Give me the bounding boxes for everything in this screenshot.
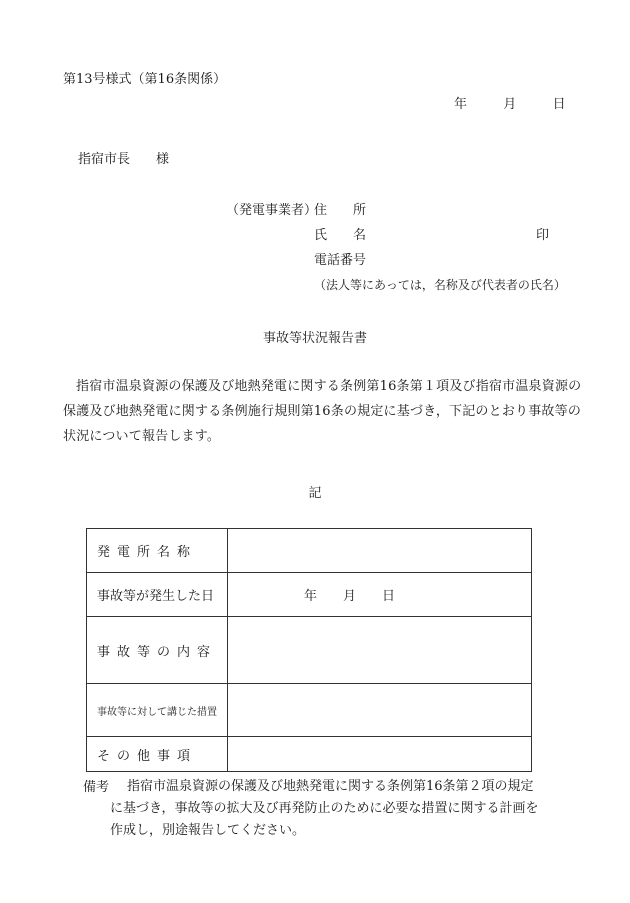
row-label-incident-content: 事故等の内容 <box>87 617 228 684</box>
row-label-other: その他事項 <box>87 737 228 772</box>
row-label-plant-name: 発電所名称 <box>87 529 228 573</box>
date-month: 月 <box>503 97 517 112</box>
address-label: 住 所 <box>314 203 367 218</box>
remarks-heading: 備考 <box>83 780 110 795</box>
row-value-measures <box>228 684 532 737</box>
row-value-incident-content <box>228 617 532 684</box>
date-line <box>454 93 566 112</box>
table-row <box>87 617 532 684</box>
body-paragraph: 指宿市温泉資源の保護及び地熱発電に関する条例第16条第１項及び指宿市温泉資源の保護及び地熱発電に関する条例施行規則第16条の規定に基づき，下記のとおり事故等の状況について報告します。 <box>63 379 582 444</box>
name-label: 氏 名 <box>314 228 367 243</box>
seal-mark: 印 <box>536 228 550 243</box>
form-number: 第13号様式（第16条関係） <box>63 72 227 87</box>
row-label-occurrence-date: 事故等が発生した日 <box>87 573 228 617</box>
table-row <box>87 737 532 772</box>
phone-label: 電話番号 <box>314 253 367 268</box>
row-value-occurrence-date: 年 月 日 <box>228 573 532 617</box>
addressee: 指宿市長 様 <box>78 152 170 167</box>
applicant-role: （発電事業者） <box>226 203 318 218</box>
row-value-other <box>228 737 532 772</box>
remarks-text: 指宿市温泉資源の保護及び地熱発電に関する条例第16条第２項の規定に基づき，事故等の拡大及び再発防止のために必要な措置に関する計画を作成し，別途報告してください。 <box>110 779 539 838</box>
table-row <box>87 529 532 573</box>
row-value-plant-name <box>228 529 532 573</box>
ki-heading: 記 <box>308 486 322 501</box>
table-row <box>87 684 532 737</box>
date-day: 日 <box>552 97 566 112</box>
corporation-note: （法人等にあっては，名称及び代表者の氏名） <box>314 278 566 292</box>
table-row <box>87 573 532 617</box>
row-label-measures: 事故等に対して講じた措置 <box>87 684 228 737</box>
date-year: 年 <box>454 97 468 112</box>
document-title: 事故等状況報告書 <box>262 331 367 346</box>
report-table <box>86 528 532 772</box>
